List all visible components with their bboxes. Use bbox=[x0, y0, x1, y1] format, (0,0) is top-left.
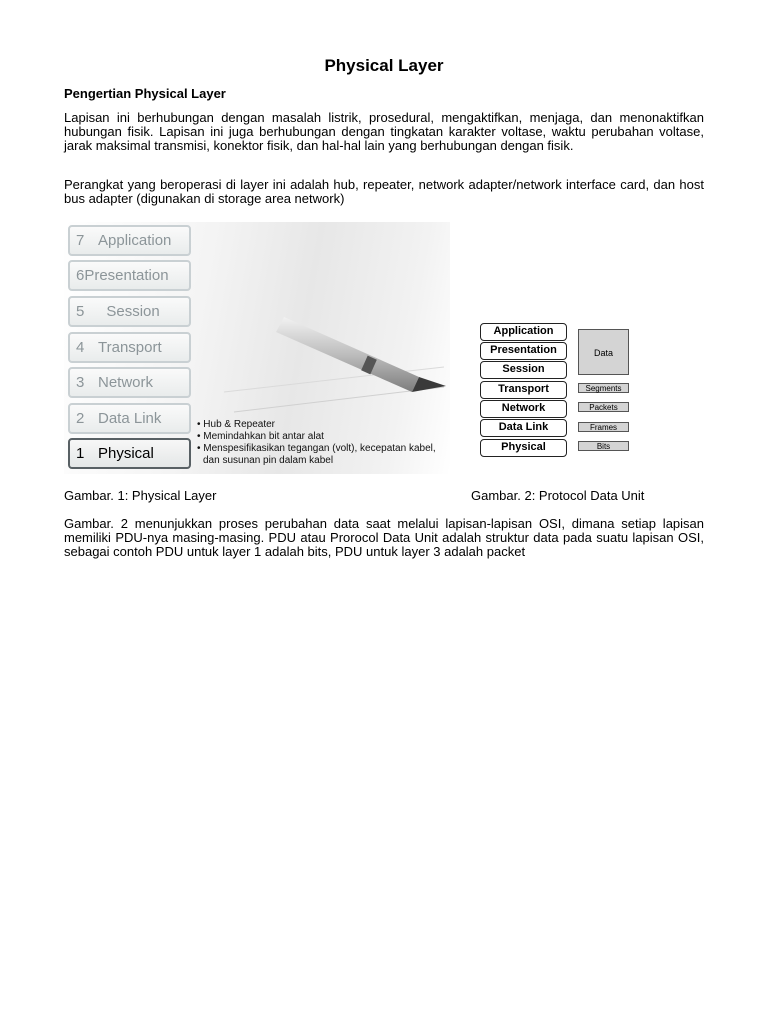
pdu-layer-transport: Transport bbox=[480, 381, 567, 399]
paragraph-definition: Lapisan ini berhubungan dengan masalah listrik, prosedural, mengaktifkan, menjaga, dan menonaktifkan hubungan fisik. Lapisan ini juga berhubungan dengan tingkatan karakter voltase, waktu perubahan voltase, jarak maksimal transmisi, konektor fisik, dan hal-hal lain yang berhubungan dengan fisik. bbox=[64, 110, 704, 153]
pdu-layer-presentation: Presentation bbox=[480, 342, 567, 360]
pdu-layer-network: Network bbox=[480, 400, 567, 418]
figure-physical-layer bbox=[64, 222, 450, 474]
layer-4-transport: 4 Transport bbox=[68, 332, 191, 363]
layer-2-data-link: 2 Data Link bbox=[68, 403, 191, 434]
pdu-layer-session: Session bbox=[480, 361, 567, 379]
paragraph-devices: Perangkat yang beroperasi di layer ini adalah hub, repeater, network adapter/network interface card, dan host bus adapter (digunakan di storage area network) bbox=[64, 177, 704, 206]
note-item: • Hub & Repeater bbox=[197, 419, 275, 430]
note-item: • Menspesifikasikan tegangan (volt), kecepatan kabel, bbox=[197, 443, 436, 454]
note-item: • Memindahkan bit antar alat bbox=[197, 431, 324, 442]
paragraph-pdu-explanation: Gambar. 2 menunjukkan proses perubahan data saat melalui lapisan-lapisan OSI, dimana setiap lapisan memiliki PDU-nya masing-masing. PDU atau Prorocol Data Unit adalah struktur data pada suatu lapisan OSI, sebagai contoh PDU untuk layer 1 adalah bits, PDU untuk layer 3 adalah packet bbox=[64, 516, 704, 559]
section-subtitle: Pengertian Physical Layer bbox=[64, 86, 226, 101]
layer-5-session: 5 Session bbox=[68, 296, 191, 327]
pdu-layer-data-link: Data Link bbox=[480, 419, 567, 437]
pdu-unit-segments: Segments bbox=[578, 383, 629, 393]
pen-illustration bbox=[214, 262, 450, 432]
pdu-unit-frames: Frames bbox=[578, 422, 629, 432]
layer-1-physical: 1 Physical bbox=[68, 438, 191, 469]
note-item: dan susunan pin dalam kabel bbox=[203, 455, 334, 466]
figure1-caption: Gambar. 1: Physical Layer bbox=[64, 488, 217, 503]
pdu-unit-packets: Packets bbox=[578, 402, 629, 412]
layer-7-application: 7 Application bbox=[68, 225, 191, 256]
layer-3-network: 3 Network bbox=[68, 367, 191, 398]
page-title: Physical Layer bbox=[324, 56, 444, 75]
physical-layer-notes bbox=[197, 419, 436, 467]
pdu-layer-physical: Physical bbox=[480, 439, 567, 457]
pdu-layer-application: Application bbox=[480, 323, 567, 341]
layer-6-presentation: 6Presentation bbox=[68, 260, 191, 291]
pdu-unit-bits: Bits bbox=[578, 441, 629, 451]
figure2-caption: Gambar. 2: Protocol Data Unit bbox=[471, 488, 645, 503]
pdu-data-box: Data bbox=[578, 329, 629, 375]
figure-protocol-data-unit bbox=[478, 320, 630, 460]
